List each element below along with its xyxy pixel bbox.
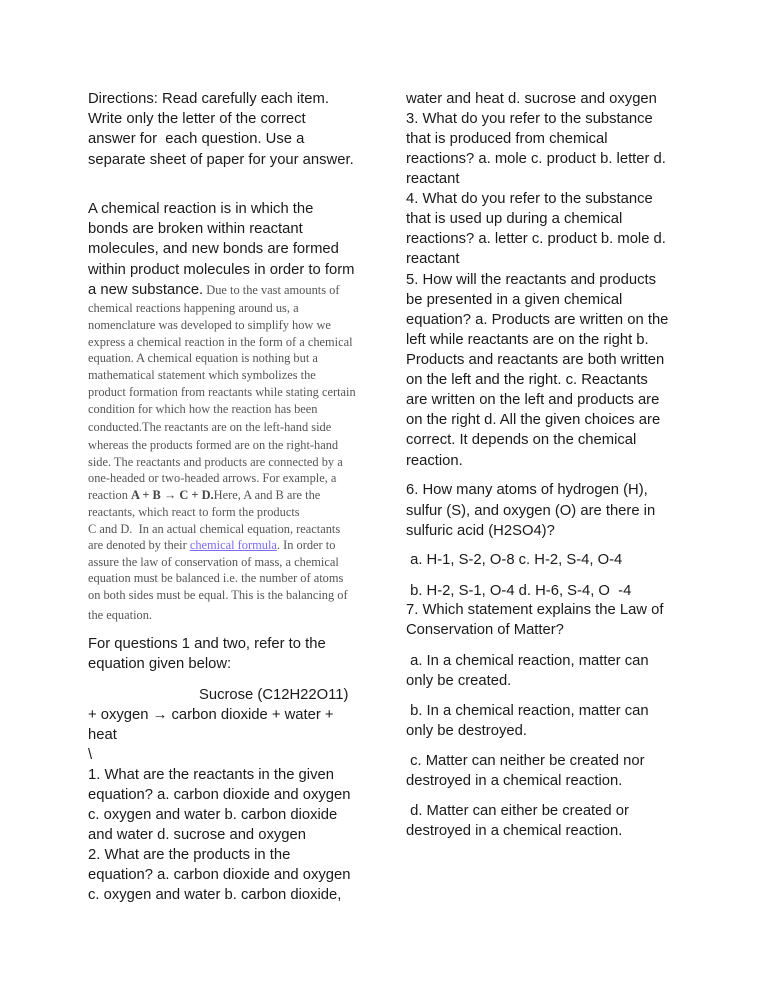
- text-segment: + oxygen → carbon dioxide + water +: [88, 707, 334, 723]
- text-segment: separate sheet of paper for your answer.: [88, 152, 354, 168]
- question-4-line: [406, 189, 653, 209]
- text-segment: For questions 1 and two, refer to the: [88, 636, 326, 652]
- text-segment: one-headed or two-headed arrows. For example, a: [88, 471, 337, 485]
- text-segment: only be created.: [406, 673, 512, 689]
- text-segment: 2. What are the products in the: [88, 847, 291, 863]
- intro-line: [88, 260, 354, 280]
- equation-line: [88, 725, 117, 745]
- text-segment: 7. Which statement explains the Law of: [406, 602, 664, 618]
- question-2-line: [406, 89, 657, 109]
- example-equation: A + B → C + D.: [131, 488, 214, 502]
- intro-line: [88, 219, 303, 239]
- text-segment: 4. What do you refer to the substance: [406, 191, 653, 207]
- text-segment: Here, A and B are the: [213, 488, 321, 502]
- body-line: [88, 585, 348, 605]
- equation-line: [88, 705, 334, 725]
- directions-line: [88, 89, 329, 109]
- text-segment: that is produced from chemical: [406, 131, 608, 147]
- question-5-line: [406, 330, 649, 350]
- text-segment: only be destroyed.: [406, 723, 527, 739]
- intro-line: [88, 199, 313, 219]
- text-segment: bonds are broken within reactant: [88, 221, 303, 237]
- question-7-choice-b: [406, 701, 649, 721]
- question-4-line: [406, 209, 622, 229]
- text-segment: reactions? a. letter c. product b. mole d.: [406, 231, 666, 247]
- text-segment: equation given below:: [88, 656, 232, 672]
- text-segment: b. H-2, S-1, O-4 d. H-6, S-4, O -4: [406, 583, 632, 599]
- text-segment: within product molecules in order to form: [88, 262, 355, 278]
- text-segment: nomenclature was developed to simplify how we: [88, 318, 331, 332]
- question-2-line: [88, 865, 350, 885]
- text-segment: on both sides must be equal. This is the balancing of: [88, 588, 348, 602]
- text-segment: equation. A chemical equation is nothing but a: [88, 351, 318, 365]
- text-segment: Directions: Read carefully each item.: [88, 91, 329, 107]
- question-7-choice-c: [406, 771, 622, 791]
- text-segment: side. The reactants and products are connected by a: [88, 455, 343, 469]
- text-segment: . In order to: [276, 538, 336, 552]
- question-6-choices: [406, 550, 622, 570]
- question-7-choice-a: [406, 671, 511, 691]
- question-7-choice-c: [406, 751, 645, 771]
- question-7-choice-d: [406, 821, 622, 841]
- text-segment: Sucrose (C12H22O11): [199, 687, 349, 703]
- question-7-choice-a: [406, 651, 649, 671]
- question-2-line: [88, 845, 290, 865]
- text-segment: express a chemical reaction in the form of a chemical: [88, 335, 353, 349]
- text-segment: \: [88, 747, 93, 763]
- text-segment: equation must be balanced i.e. the number of atoms: [88, 571, 344, 585]
- equation-line: [88, 745, 92, 765]
- question-3-line: [406, 169, 459, 189]
- question-5-line: [406, 310, 668, 330]
- text-segment: and water d. sucrose and oxygen: [88, 827, 306, 843]
- equation-line: [199, 685, 348, 705]
- text-segment: reactions? a. mole c. product b. letter d.: [406, 151, 666, 167]
- question-5-line: [406, 290, 622, 310]
- question-1-line: [88, 765, 334, 785]
- text-segment: chemical reactions happening around us, a: [88, 301, 299, 315]
- question-6-line: [406, 480, 648, 500]
- question-7-choice-d: [406, 801, 629, 821]
- text-segment: A chemical reaction is in which the: [88, 201, 314, 217]
- question-5-line: [406, 410, 660, 430]
- question-7-line: [406, 620, 564, 640]
- question-2-line: [88, 885, 341, 905]
- directions-line: [88, 129, 304, 149]
- directions-line: [88, 150, 354, 170]
- text-segment: a. In a chemical reaction, matter can: [406, 653, 649, 669]
- chemical-formula-link[interactable]: chemical formula: [189, 538, 277, 552]
- text-segment: reaction.: [406, 453, 463, 469]
- question-5-line: [406, 370, 648, 390]
- text-segment: conducted.The reactants are on the left-hand side: [88, 420, 332, 434]
- question-1-line: [88, 825, 306, 845]
- instruction-line: [88, 654, 231, 674]
- text-segment: condition for which how the reaction has been: [88, 402, 318, 416]
- question-6-line: [406, 521, 555, 541]
- question-6-line: [406, 501, 655, 521]
- text-segment: sulfuric acid (H2SO4)?: [406, 523, 555, 539]
- text-segment: c. oxygen and water b. carbon dioxide,: [88, 887, 342, 903]
- text-segment: d. Matter can either be created or: [406, 803, 629, 819]
- directions-line: [88, 109, 306, 129]
- text-segment: are written on the left and products are: [406, 392, 660, 408]
- text-segment: a. H-1, S-2, O-8 c. H-2, S-4, O-4: [406, 552, 623, 568]
- text-segment: that is used up during a chemical: [406, 211, 623, 227]
- text-segment: Products and reactants are both written: [406, 352, 665, 368]
- text-segment: on the left and the right. c. Reactants: [406, 372, 648, 388]
- question-3-line: [406, 109, 653, 129]
- text-segment: product formation from reactants while stating certain: [88, 385, 356, 399]
- intro-line: [88, 280, 339, 300]
- text-segment: left while reactants are on the right b.: [406, 332, 649, 348]
- text-segment: water and heat d. sucrose and oxygen: [406, 91, 657, 107]
- text-segment: reactant: [406, 251, 460, 267]
- text-segment: assure the law of conservation of mass, a chemical: [88, 555, 339, 569]
- text-segment: destroyed in a chemical reaction.: [406, 823, 623, 839]
- question-1-line: [88, 805, 337, 825]
- question-5-line: [406, 390, 659, 410]
- text-segment: b. In a chemical reaction, matter can: [406, 703, 649, 719]
- text-segment: correct. It depends on the chemical: [406, 432, 637, 448]
- intro-line: [88, 239, 339, 259]
- text-segment: equation? a. carbon dioxide and oxygen: [88, 787, 351, 803]
- question-4-line: [406, 229, 666, 249]
- instruction-line: [88, 634, 326, 654]
- question-1-line: [88, 785, 350, 805]
- text-segment: whereas the products formed are on the right-hand: [88, 438, 339, 452]
- text-segment: c. Matter can neither be created nor: [406, 753, 645, 769]
- text-segment: 6. How many atoms of hydrogen (H),: [406, 482, 648, 498]
- text-segment: Write only the letter of the correct: [88, 111, 306, 127]
- text-segment: C and D. In an actual chemical equation, reactants: [88, 522, 341, 536]
- question-5-line: [406, 430, 636, 450]
- text-segment: molecules, and new bonds are formed: [88, 241, 339, 257]
- text-segment: sulfur (S), and oxygen (O) are there in: [406, 503, 656, 519]
- text-segment: 3. What do you refer to the substance: [406, 111, 653, 127]
- text-segment: reactants, which react to form the products: [88, 505, 300, 519]
- question-7-line: [406, 600, 663, 620]
- question-5-line: [406, 270, 656, 290]
- text-segment: mathematical statement which symbolizes the: [88, 368, 316, 382]
- text-segment: Conservation of Matter?: [406, 622, 564, 638]
- text-segment: heat: [88, 727, 117, 743]
- body-line: [88, 399, 318, 419]
- text-segment: equation? a. Products are written on the: [406, 312, 669, 328]
- text-segment: be presented in a given chemical: [406, 292, 623, 308]
- text-segment: are denoted by their: [88, 538, 190, 552]
- text-segment: the equation.: [88, 608, 152, 622]
- text-segment: on the right d. All the given choices are: [406, 412, 661, 428]
- text-segment: 1. What are the reactants in the given: [88, 767, 334, 783]
- question-4-line: [406, 249, 459, 269]
- body-line: [88, 605, 152, 625]
- text-segment: reaction: [88, 488, 131, 502]
- question-3-line: [406, 149, 666, 169]
- text-segment: a new substance.: [88, 282, 204, 298]
- question-5-line: [406, 350, 664, 370]
- text-segment: 5. How will the reactants and products: [406, 272, 657, 288]
- question-7-choice-b: [406, 721, 527, 741]
- text-segment: Due to the vast amounts of: [203, 283, 340, 297]
- text-segment: answer for each question. Use a: [88, 131, 305, 147]
- body-line: [88, 417, 331, 437]
- question-3-line: [406, 129, 608, 149]
- text-segment: c. oxygen and water b. carbon dioxide: [88, 807, 338, 823]
- question-5-line: [406, 451, 463, 471]
- text-segment: destroyed in a chemical reaction.: [406, 773, 623, 789]
- question-6-choices: [406, 581, 631, 601]
- text-segment: equation? a. carbon dioxide and oxygen: [88, 867, 351, 883]
- text-segment: reactant: [406, 171, 460, 187]
